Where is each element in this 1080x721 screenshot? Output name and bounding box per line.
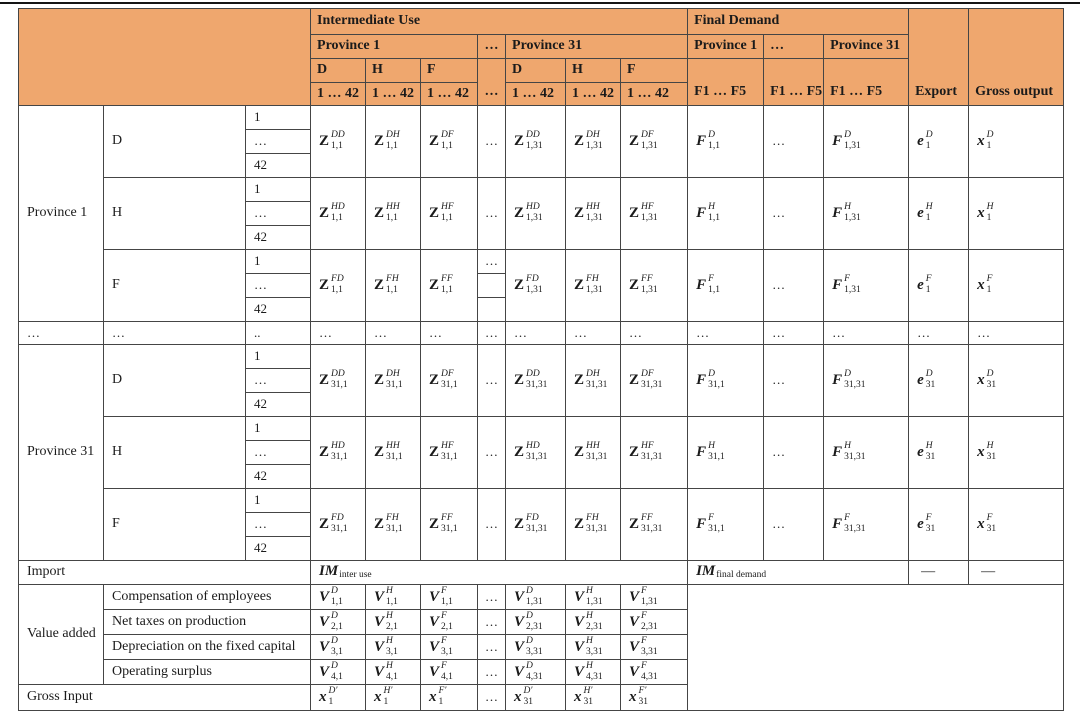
math-symbol: F D 1,31 bbox=[832, 130, 861, 151]
math-v-h-2-31-cell bbox=[566, 610, 621, 635]
table-corner-blank bbox=[19, 9, 311, 106]
math-z-hf-1-1-cell bbox=[421, 178, 478, 250]
math-symbol: x H 31 bbox=[977, 441, 997, 462]
math-f-d-31-31-cell bbox=[824, 345, 909, 417]
ellipsis-cell: … bbox=[478, 489, 506, 561]
math-symbol: V F 3,31 bbox=[629, 635, 658, 657]
math-v-h-4-1-cell bbox=[366, 660, 421, 685]
header-fd-ellipsis: … bbox=[764, 35, 824, 59]
math-symbol: F H 31,31 bbox=[832, 441, 866, 462]
math-symbol: Z HH 31,1 bbox=[374, 441, 403, 462]
math-x-f-1-cell bbox=[969, 250, 1064, 322]
cell-1-42: 1 … 42 bbox=[621, 83, 688, 106]
math-z-dd-1-31-cell bbox=[506, 106, 566, 178]
header-final-demand: Final Demand bbox=[688, 9, 909, 35]
header-fd-p1-categories: F1 … F5 bbox=[688, 59, 764, 106]
math-symbol: Z DD 31,31 bbox=[514, 369, 548, 390]
math-v-h-4-31-cell bbox=[566, 660, 621, 685]
math-symbol: Z HH 31,31 bbox=[574, 441, 608, 462]
math-z-df-1-31-cell bbox=[621, 106, 688, 178]
math-f-f-1-31-cell bbox=[824, 250, 909, 322]
math-symbol: Z DF 1,1 bbox=[429, 130, 454, 151]
ellipsis-cell: … bbox=[478, 610, 506, 635]
math-x-h-31-cell bbox=[969, 417, 1064, 489]
math-symbol: V H 2,1 bbox=[374, 610, 398, 632]
math-symbol: Z FD 1,31 bbox=[514, 274, 543, 295]
math-z-dd-1-1-cell bbox=[311, 106, 366, 178]
ellipsis-cell: … bbox=[824, 322, 909, 345]
math-symbol: Z FH 31,1 bbox=[374, 513, 403, 534]
math-z-df-31-31-cell bbox=[621, 345, 688, 417]
math-e-h-31-cell bbox=[909, 417, 969, 489]
math-symbol: Z DH 1,31 bbox=[574, 130, 603, 151]
row-province-31: Province 31 bbox=[19, 345, 104, 561]
cell-42: 42 bbox=[246, 537, 311, 561]
math-symbol: x F 1 bbox=[977, 274, 993, 295]
header-iu-p1-h: H bbox=[366, 59, 421, 83]
math-z-fh-31-31-cell bbox=[566, 489, 621, 561]
math-x-d-prime-31-cell bbox=[506, 685, 566, 711]
math-v-f-4-1-cell bbox=[421, 660, 478, 685]
header-fd-province-31: Province 31 bbox=[824, 35, 909, 59]
math-z-dh-31-31-cell bbox=[566, 345, 621, 417]
math-x-d-31-cell bbox=[969, 345, 1064, 417]
im-final-demand bbox=[688, 561, 909, 585]
math-symbol: Z FD 31,31 bbox=[514, 513, 548, 534]
math-z-hf-1-31-cell bbox=[621, 178, 688, 250]
ellipsis-subcell-blank bbox=[478, 298, 506, 322]
math-symbol: x D′ 1 bbox=[319, 686, 338, 707]
math-symbol: V D 1,31 bbox=[514, 585, 543, 607]
math-v-d-1-1-cell bbox=[311, 585, 366, 610]
sector-p1-h: H bbox=[104, 178, 246, 250]
math-symbol: V H 3,31 bbox=[574, 635, 603, 657]
math-symbol: V H 4,31 bbox=[574, 660, 603, 682]
math-symbol: Z HD 1,31 bbox=[514, 202, 543, 223]
math-e-f-31-cell bbox=[909, 489, 969, 561]
math-z-ff-31-1-cell bbox=[421, 489, 478, 561]
math-symbol: e D 1 bbox=[917, 130, 933, 151]
math-x-d-1-cell bbox=[969, 106, 1064, 178]
math-symbol: Z DD 1,31 bbox=[514, 130, 543, 151]
cell-1-42: 1 … 42 bbox=[311, 83, 366, 106]
math-z-df-1-1-cell bbox=[421, 106, 478, 178]
header-iu-p31-d: D bbox=[506, 59, 566, 83]
math-symbol: F H 1,31 bbox=[832, 202, 861, 223]
math-z-hh-1-1-cell bbox=[366, 178, 421, 250]
va-net-taxes: Net taxes on production bbox=[104, 610, 311, 635]
math-v-f-1-1-cell bbox=[421, 585, 478, 610]
header-fd-province-1: Province 1 bbox=[688, 35, 764, 59]
math-v-d-3-1-cell bbox=[311, 635, 366, 660]
math-f-h-31-31-cell bbox=[824, 417, 909, 489]
math-v-d-4-31-cell bbox=[506, 660, 566, 685]
math-symbol: IM final demand bbox=[696, 563, 767, 581]
math-symbol: F F 1,1 bbox=[696, 274, 720, 295]
sector-p31-f: F bbox=[104, 489, 246, 561]
ellipsis-cell: … bbox=[764, 106, 824, 178]
math-symbol: V H 4,1 bbox=[374, 660, 398, 682]
ellipsis-cell: … bbox=[246, 441, 311, 465]
header-iu-p1-f: F bbox=[421, 59, 478, 83]
math-symbol: Z HD 31,31 bbox=[514, 441, 548, 462]
math-symbol: V F 3,1 bbox=[429, 635, 453, 657]
math-symbol: V F 1,1 bbox=[429, 585, 453, 607]
ellipsis-cell: … bbox=[764, 345, 824, 417]
ellipsis-cell: … bbox=[366, 322, 421, 345]
math-symbol: V H 1,1 bbox=[374, 585, 398, 607]
math-z-hd-31-1-cell bbox=[311, 417, 366, 489]
math-symbol: Z FF 31,1 bbox=[429, 513, 458, 534]
math-symbol: V D 2,31 bbox=[514, 610, 543, 632]
math-symbol: V D 4,31 bbox=[514, 660, 543, 682]
cell-1-42: 1 … 42 bbox=[366, 83, 421, 106]
math-e-h-1-cell bbox=[909, 178, 969, 250]
ellipsis-cell: … bbox=[764, 489, 824, 561]
header-fd-p31-categories: F1 … F5 bbox=[824, 59, 909, 106]
math-symbol: F H 31,1 bbox=[696, 441, 725, 462]
math-symbol: F D 31,1 bbox=[696, 369, 725, 390]
math-symbol: V F 4,31 bbox=[629, 660, 658, 682]
math-symbol: Z HF 31,1 bbox=[429, 441, 458, 462]
math-z-fd-31-31-cell bbox=[506, 489, 566, 561]
header-iu-p31-f: F bbox=[621, 59, 688, 83]
math-symbol: e H 31 bbox=[917, 441, 936, 462]
math-f-d-31-1-cell bbox=[688, 345, 764, 417]
math-symbol: V F 2,1 bbox=[429, 610, 453, 632]
ellipsis-short-cell: .. bbox=[246, 322, 311, 345]
math-symbol: e F 1 bbox=[917, 274, 932, 295]
math-z-hd-1-31-cell bbox=[506, 178, 566, 250]
ellipsis-cell: … bbox=[764, 250, 824, 322]
math-f-f-1-1-cell bbox=[688, 250, 764, 322]
ellipsis-cell: … bbox=[246, 274, 311, 298]
top-rule-line bbox=[0, 2, 1080, 4]
math-symbol: V F 2,31 bbox=[629, 610, 658, 632]
math-z-dd-31-1-cell bbox=[311, 345, 366, 417]
ellipsis-cell: … bbox=[246, 202, 311, 226]
header-intermediate-use: Intermediate Use bbox=[311, 9, 688, 35]
im-inter-use bbox=[311, 561, 688, 585]
math-x-h-1-cell bbox=[969, 178, 1064, 250]
math-v-h-1-1-cell bbox=[366, 585, 421, 610]
math-symbol: Z FF 1,1 bbox=[429, 274, 453, 295]
cell-1-42: 1 … 42 bbox=[421, 83, 478, 106]
math-symbol: Z DD 31,1 bbox=[319, 369, 348, 390]
math-symbol: Z DF 1,31 bbox=[629, 130, 658, 151]
math-symbol: F F 31,31 bbox=[832, 513, 866, 534]
cell-1-42: 1 … 42 bbox=[506, 83, 566, 106]
math-symbol: Z DH 31,1 bbox=[374, 369, 403, 390]
math-symbol: x F′ 1 bbox=[429, 686, 447, 707]
math-f-h-1-31-cell bbox=[824, 178, 909, 250]
math-v-d-3-31-cell bbox=[506, 635, 566, 660]
math-x-h-prime-31-cell bbox=[566, 685, 621, 711]
math-z-hd-1-1-cell bbox=[311, 178, 366, 250]
cell-1: 1 bbox=[246, 106, 311, 130]
math-z-fd-1-1-cell bbox=[311, 250, 366, 322]
math-symbol: e F 31 bbox=[917, 513, 936, 534]
math-symbol: V D 3,1 bbox=[319, 635, 343, 657]
math-symbol: x H′ 31 bbox=[574, 686, 594, 707]
ellipsis-cell: … bbox=[478, 685, 506, 711]
math-symbol: Z DH 31,31 bbox=[574, 369, 608, 390]
math-e-f-1-cell bbox=[909, 250, 969, 322]
math-v-d-4-1-cell bbox=[311, 660, 366, 685]
math-symbol: x F 31 bbox=[977, 513, 997, 534]
math-z-ff-1-31-cell bbox=[621, 250, 688, 322]
math-symbol: F F 1,31 bbox=[832, 274, 861, 295]
header-fd-ellipsis-categories: F1 … F5 bbox=[764, 59, 824, 106]
math-symbol: Z FF 1,31 bbox=[629, 274, 658, 295]
math-symbol: V D 4,1 bbox=[319, 660, 343, 682]
math-symbol: Z HD 31,1 bbox=[319, 441, 348, 462]
math-symbol: V D 3,31 bbox=[514, 635, 543, 657]
math-symbol: Z FH 31,31 bbox=[574, 513, 608, 534]
import-gross-output-dash: — bbox=[969, 561, 1064, 585]
ellipsis-subcell-blank bbox=[478, 274, 506, 298]
ellipsis-subcell: … bbox=[478, 250, 506, 274]
va-operating-surplus: Operating surplus bbox=[104, 660, 311, 685]
math-f-f-31-1-cell bbox=[688, 489, 764, 561]
math-z-hh-31-1-cell bbox=[366, 417, 421, 489]
math-z-hf-31-31-cell bbox=[621, 417, 688, 489]
math-z-ff-31-31-cell bbox=[621, 489, 688, 561]
math-z-dd-31-31-cell bbox=[506, 345, 566, 417]
ellipsis-cell: … bbox=[688, 322, 764, 345]
cell-42: 42 bbox=[246, 298, 311, 322]
ellipsis-cell: … bbox=[246, 130, 311, 154]
math-symbol: e D 31 bbox=[917, 369, 936, 390]
ellipsis-cell: … bbox=[246, 369, 311, 393]
cell-1: 1 bbox=[246, 345, 311, 369]
ellipsis-cell: … bbox=[566, 322, 621, 345]
math-symbol: Z DD 1,1 bbox=[319, 130, 345, 151]
ellipsis-cell: … bbox=[421, 322, 478, 345]
math-symbol: V F 1,31 bbox=[629, 585, 658, 607]
math-symbol: Z HF 1,1 bbox=[429, 202, 454, 223]
math-z-fh-1-31-cell bbox=[566, 250, 621, 322]
empty-region bbox=[688, 585, 1064, 711]
math-z-dh-1-1-cell bbox=[366, 106, 421, 178]
ellipsis-cell: … bbox=[478, 178, 506, 250]
math-z-dh-31-1-cell bbox=[366, 345, 421, 417]
math-f-d-1-1-cell bbox=[688, 106, 764, 178]
ellipsis-cell: … bbox=[764, 417, 824, 489]
math-symbol: Z DF 31,1 bbox=[429, 369, 458, 390]
math-symbol: F F 31,1 bbox=[696, 513, 725, 534]
math-symbol: IM inter use bbox=[319, 563, 372, 581]
math-symbol: Z HH 1,31 bbox=[574, 202, 603, 223]
math-v-f-4-31-cell bbox=[621, 660, 688, 685]
math-symbol: x H 1 bbox=[977, 202, 994, 223]
header-iu-ellipsis-sub: … bbox=[478, 59, 506, 106]
math-symbol: x D′ 31 bbox=[514, 686, 534, 707]
math-v-f-2-1-cell bbox=[421, 610, 478, 635]
header-export: Export bbox=[909, 9, 969, 106]
math-symbol: x D 31 bbox=[977, 369, 997, 390]
math-symbol: Z FH 1,31 bbox=[574, 274, 603, 295]
math-f-d-1-31-cell bbox=[824, 106, 909, 178]
math-symbol: Z FD 31,1 bbox=[319, 513, 348, 534]
math-z-df-31-1-cell bbox=[421, 345, 478, 417]
ellipsis-cell: … bbox=[621, 322, 688, 345]
math-v-h-1-31-cell bbox=[566, 585, 621, 610]
math-v-f-2-31-cell bbox=[621, 610, 688, 635]
sector-p1-f: F bbox=[104, 250, 246, 322]
math-x-f-31-cell bbox=[969, 489, 1064, 561]
math-x-d-prime-1-cell bbox=[311, 685, 366, 711]
ellipsis-cell: … bbox=[478, 345, 506, 417]
header-iu-p1-d: D bbox=[311, 59, 366, 83]
ellipsis-cell: … bbox=[478, 417, 506, 489]
cell-1: 1 bbox=[246, 489, 311, 513]
sector-p1-d: D bbox=[104, 106, 246, 178]
header-iu-ellipsis: … bbox=[478, 35, 506, 59]
math-f-h-1-1-cell bbox=[688, 178, 764, 250]
math-symbol: Z FD 1,1 bbox=[319, 274, 344, 295]
math-symbol: V H 3,1 bbox=[374, 635, 398, 657]
math-v-d-2-1-cell bbox=[311, 610, 366, 635]
math-symbol: x F′ 31 bbox=[629, 686, 649, 707]
math-symbol: Z HF 31,31 bbox=[629, 441, 663, 462]
math-e-d-1-cell bbox=[909, 106, 969, 178]
math-symbol: V H 1,31 bbox=[574, 585, 603, 607]
va-depreciation: Depreciation on the fixed capital bbox=[104, 635, 311, 660]
math-z-hd-31-31-cell bbox=[506, 417, 566, 489]
math-symbol: V D 2,1 bbox=[319, 610, 343, 632]
math-x-f-prime-1-cell bbox=[421, 685, 478, 711]
ellipsis-cell: … bbox=[478, 585, 506, 610]
math-z-hh-31-31-cell bbox=[566, 417, 621, 489]
math-symbol: Z HD 1,1 bbox=[319, 202, 345, 223]
row-value-added: Value added bbox=[19, 585, 104, 685]
math-v-h-2-1-cell bbox=[366, 610, 421, 635]
cell-42: 42 bbox=[246, 393, 311, 417]
math-z-fd-1-31-cell bbox=[506, 250, 566, 322]
mrio-table bbox=[18, 8, 1064, 711]
math-v-h-3-1-cell bbox=[366, 635, 421, 660]
math-f-f-31-31-cell bbox=[824, 489, 909, 561]
math-e-d-31-cell bbox=[909, 345, 969, 417]
ellipsis-cell: … bbox=[246, 513, 311, 537]
header-gross-output: Gross output bbox=[969, 9, 1064, 106]
ellipsis-cell: … bbox=[478, 322, 506, 345]
math-symbol: Z FH 1,1 bbox=[374, 274, 399, 295]
ellipsis-cell: … bbox=[764, 322, 824, 345]
va-compensation: Compensation of employees bbox=[104, 585, 311, 610]
row-gross-input: Gross Input bbox=[19, 685, 311, 711]
math-symbol: Z FF 31,31 bbox=[629, 513, 663, 534]
header-iu-province-1: Province 1 bbox=[311, 35, 478, 59]
cell-1: 1 bbox=[246, 178, 311, 202]
math-v-d-2-31-cell bbox=[506, 610, 566, 635]
cell-42: 42 bbox=[246, 465, 311, 489]
math-symbol: V H 2,31 bbox=[574, 610, 603, 632]
ellipsis-cell: … bbox=[478, 660, 506, 685]
math-v-f-3-31-cell bbox=[621, 635, 688, 660]
cell-1: 1 bbox=[246, 250, 311, 274]
ellipsis-cell: … bbox=[19, 322, 104, 345]
math-symbol: V F 4,1 bbox=[429, 660, 453, 682]
math-v-d-1-31-cell bbox=[506, 585, 566, 610]
ellipsis-cell: … bbox=[764, 178, 824, 250]
math-z-dh-1-31-cell bbox=[566, 106, 621, 178]
math-symbol: Z HH 1,1 bbox=[374, 202, 400, 223]
math-symbol: F D 1,1 bbox=[696, 130, 720, 151]
import-export-dash: — bbox=[909, 561, 969, 585]
row-import: Import bbox=[19, 561, 311, 585]
math-z-fh-31-1-cell bbox=[366, 489, 421, 561]
ellipsis-cell: … bbox=[311, 322, 366, 345]
cell-1: 1 bbox=[246, 417, 311, 441]
ellipsis-cell: … bbox=[478, 635, 506, 660]
math-z-fh-1-1-cell bbox=[366, 250, 421, 322]
math-v-f-3-1-cell bbox=[421, 635, 478, 660]
math-symbol: F D 31,31 bbox=[832, 369, 866, 390]
math-v-h-3-31-cell bbox=[566, 635, 621, 660]
cell-1-42: 1 … 42 bbox=[566, 83, 621, 106]
math-v-f-1-31-cell bbox=[621, 585, 688, 610]
header-iu-p31-h: H bbox=[566, 59, 621, 83]
cell-42: 42 bbox=[246, 226, 311, 250]
math-z-ff-1-1-cell bbox=[421, 250, 478, 322]
math-x-h-prime-1-cell bbox=[366, 685, 421, 711]
math-symbol: x H′ 1 bbox=[374, 686, 393, 707]
ellipsis-cell: … bbox=[506, 322, 566, 345]
row-province-1: Province 1 bbox=[19, 106, 104, 322]
math-symbol: Z HF 1,31 bbox=[629, 202, 658, 223]
sector-p31-d: D bbox=[104, 345, 246, 417]
math-z-hf-31-1-cell bbox=[421, 417, 478, 489]
ellipsis-cell: … bbox=[478, 106, 506, 178]
math-symbol: F H 1,1 bbox=[696, 202, 720, 223]
math-symbol: e H 1 bbox=[917, 202, 933, 223]
math-z-hh-1-31-cell bbox=[566, 178, 621, 250]
math-symbol: Z DF 31,31 bbox=[629, 369, 663, 390]
header-iu-province-31: Province 31 bbox=[506, 35, 688, 59]
math-symbol: V D 1,1 bbox=[319, 585, 343, 607]
math-z-fd-31-1-cell bbox=[311, 489, 366, 561]
sector-p31-h: H bbox=[104, 417, 246, 489]
cell-42: 42 bbox=[246, 154, 311, 178]
ellipsis-cell: … bbox=[909, 322, 969, 345]
math-f-h-31-1-cell bbox=[688, 417, 764, 489]
ellipsis-cell: … bbox=[104, 322, 246, 345]
math-x-f-prime-31-cell bbox=[621, 685, 688, 711]
ellipsis-cell: … bbox=[969, 322, 1064, 345]
math-symbol: Z DH 1,1 bbox=[374, 130, 400, 151]
math-symbol: x D 1 bbox=[977, 130, 994, 151]
